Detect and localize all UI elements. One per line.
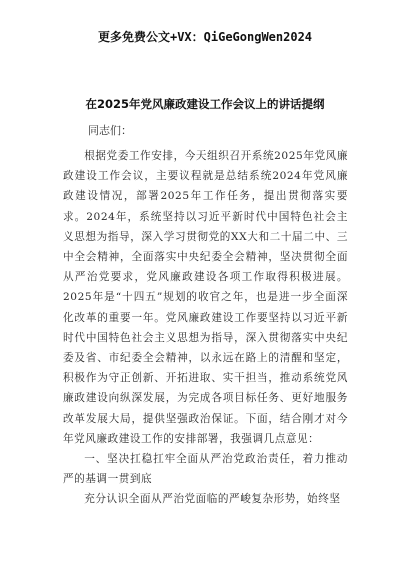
body-paragraph: 根据党委工作安排，今天组织召开系统2025年党风廉政建设工作会议，主要议程就是总结系统2024年党风廉政建设情况，部署2025年工作任务，提出贯彻落实要求。2024年，系统坚持以习近平新时代中国特色社会主义思想为指导，深入学习贯彻党的XX大和二十届二中、三中全会精神，全面落实中央纪委全会精神，坚决贯彻全面从严治党要求，党风廉政建设各项工作取得积极进展。2025年是“十四五”规划的收官之年，也是进一步全面深化改革的重要一年。党风廉政建设工作要坚持以习近平新时代中国特色社会主义思想为指导，深入贯彻落实中央纪委及省、市纪委全会精神，以永远在路上的清醒和坚定，积极作为守正创新、开拓进取、实干担当，推动系统党风廉政建设向纵深发展，为完成各项目标任务、更好地服务改革发展大局，提供坚强政治保证。下面，结合刚才对今年党风廉政建设工作的安排部署，我强调几点意见： (63, 150, 348, 445)
document-body (63, 146, 348, 510)
document-title: 在2025年党风廉政建设工作会议上的讲话提纲 (85, 97, 325, 111)
salutation: 同志们： (88, 124, 132, 137)
body-paragraph: 充分认识全面从严治党面临的严峻复杂形势，始终坚 (84, 493, 341, 506)
section-heading: 一、坚决扛稳扛牢全面从严治党政治责任，着力推动严的基调一贯到底 (63, 453, 348, 486)
watermark-text: 更多免费公文+VX：QiGeGongWen2024 (97, 30, 313, 44)
